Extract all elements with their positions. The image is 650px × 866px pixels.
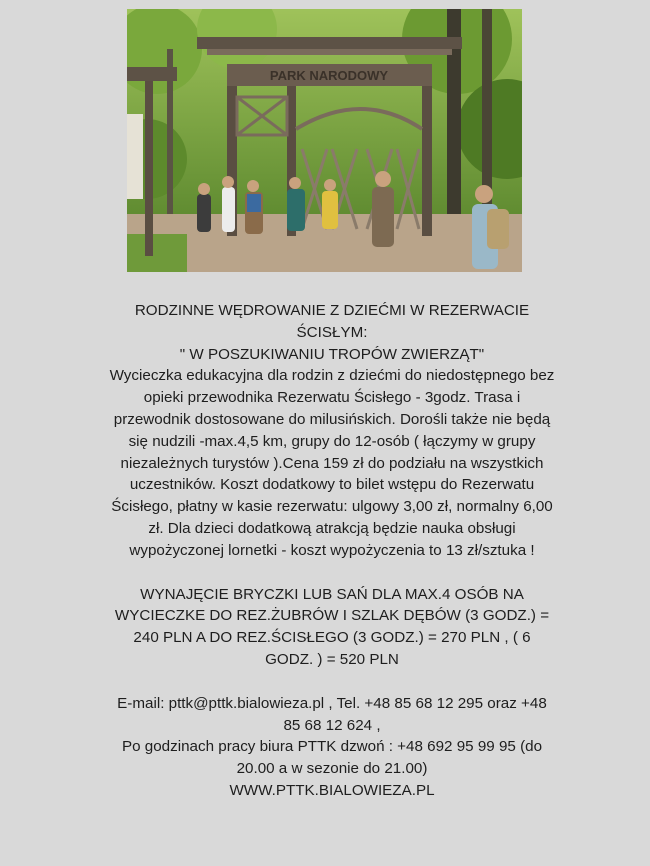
rental-line: WYNAJĘCIE BRYCZKI LUB SAŃ DLA MAX.4 OSÓB NA	[140, 585, 524, 603]
description-line: uczestników. Koszt dodatkowy to bilet wstępu do Rezerwatu	[129, 476, 535, 494]
description-line: Wycieczka edukacyjna dla rodzin z dziećmi do niedostępnego bez	[109, 367, 555, 385]
description-line: niezależnych turystów ).Cena 159 zł do podziału na wszystkich	[120, 454, 544, 472]
description-line: się nudzili -max.4,5 km, grupy do 12-osób ( łączymy w grupy	[128, 432, 536, 450]
offer-text	[90, 300, 574, 802]
description-line: wypożyczonej lornetki - koszt wypożyczenia to 13 zł/sztuka !	[129, 541, 535, 559]
description-line: przewodnik dostosowane do milusińskich. Dorośli także nie będą	[113, 410, 551, 428]
rental-line: WYCIECZKE DO REZ.ŻUBRÓW I SZLAK DĘBÓW (3 GODZ.) =	[114, 607, 550, 625]
description-line: zł. Dla dzieci dodatkową atrakcją będzie nauka obsługi	[148, 519, 516, 537]
title-line: RODZINNE WĘDROWANIE Z DZIEĆMI W REZERWACIE	[134, 302, 530, 319]
spacer	[90, 562, 574, 584]
rental-line: 240 PLN A DO REZ.ŚCISŁEGO (3 GODZ.) = 270 PLN , ( 6	[133, 629, 531, 647]
contact-email-phone: E-mail: pttk@pttk.bialowieza.pl , Tel. +48 85 68 12 295 oraz +48	[117, 694, 547, 712]
contact-after-hours: Po godzinach pracy biura PTTK dzwoń : +48 692 95 99 95 (do	[121, 738, 543, 756]
forest-gate-illustration	[127, 9, 522, 272]
description-line: Ścisłego, płatny w kasie rezerwatu: ulgowy 3,00 zł, normalny 6,00	[111, 498, 553, 516]
contact-hours: 20.00 a w sezonie do 21.00)	[236, 760, 428, 778]
spacer	[90, 671, 574, 693]
title-subtitle: " W POSZUKIWANIU TROPÓW ZWIERZĄT"	[179, 345, 485, 363]
rental-line: GODZ. ) = 520 PLN	[265, 650, 399, 668]
website-link[interactable]: WWW.PTTK.BIALOWIEZA.PL	[229, 781, 435, 799]
forest-gate-photo	[127, 9, 522, 272]
description-line: opieki przewodnika Rezerwatu Ścisłego - 3godz. Trasa i	[143, 389, 521, 407]
gate-sign-text: PARK NARODOWY	[269, 68, 389, 83]
contact-phone-continued: 85 68 12 624 ,	[283, 716, 381, 734]
title-line: ŚCISŁYM:	[296, 323, 368, 341]
